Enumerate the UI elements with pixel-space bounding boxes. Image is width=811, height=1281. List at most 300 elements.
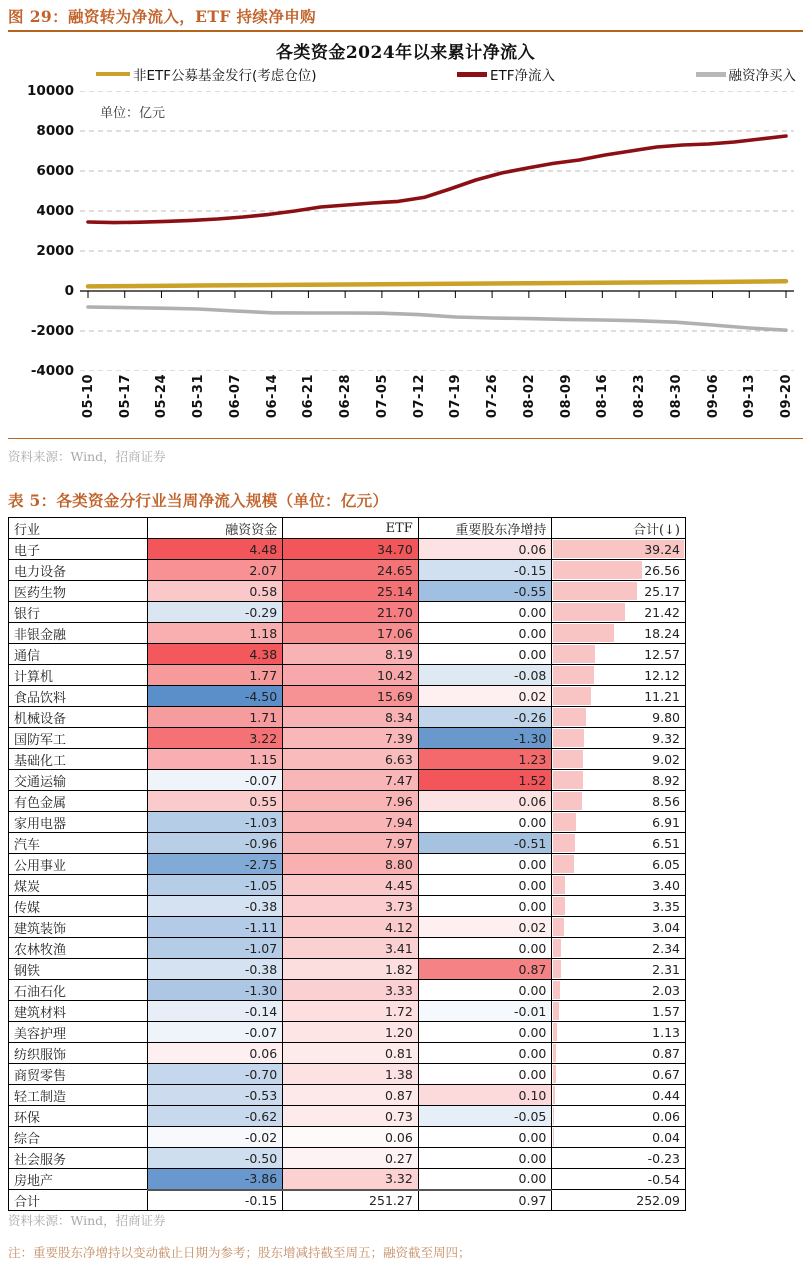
table-row	[9, 686, 686, 707]
table-row	[9, 665, 686, 686]
table-row	[9, 812, 686, 833]
total-data-bar	[553, 981, 560, 999]
cell-margin: -0.50	[147, 1148, 283, 1169]
x-axis-tick-07-19: 07-19	[448, 374, 464, 419]
chart-svg	[80, 91, 794, 371]
legend-label-nonetf: 非ETF公募基金发行(考虑仓位)	[133, 68, 317, 84]
cell-industry: 环保	[9, 1106, 148, 1127]
total-data-bar	[553, 813, 576, 831]
y-axis-tick-4000: 4000	[36, 203, 74, 219]
chart-unit-note: 单位：亿元	[100, 106, 166, 121]
cell-total-name: 合计	[9, 1190, 148, 1211]
x-axis-tick-08-09: 08-09	[558, 374, 574, 419]
cell-margin: -0.53	[147, 1085, 283, 1106]
cell-holder: 0.00	[418, 875, 552, 896]
total-data-bar	[553, 1128, 554, 1146]
cell-holder: 0.00	[418, 623, 552, 644]
cell-margin: -1.11	[147, 917, 283, 938]
cell-total	[552, 602, 686, 623]
x-axis-tick-05-17: 05-17	[117, 374, 133, 419]
chart-line-2	[88, 307, 786, 330]
cell-industry: 建筑材料	[9, 1001, 148, 1022]
figure-caption-text: 图 29：融资转为净流入，ETF 持续净申购	[8, 7, 317, 26]
cell-holder: -0.01	[418, 1001, 552, 1022]
cell-total	[552, 749, 686, 770]
total-data-bar	[553, 771, 583, 789]
cell-industry: 公用事业	[9, 854, 148, 875]
total-data-bar	[553, 1023, 557, 1041]
cell-industry: 机械设备	[9, 707, 148, 728]
cell-etf: 1.20	[283, 1022, 419, 1043]
cell-margin: 0.55	[147, 791, 283, 812]
cell-holder: -0.05	[418, 1106, 552, 1127]
cell-holder: 0.00	[418, 1169, 552, 1190]
total-value: 9.02	[652, 751, 680, 767]
total-data-bar	[553, 603, 625, 621]
cell-holder: 0.00	[418, 1043, 552, 1064]
cell-industry: 国防军工	[9, 728, 148, 749]
table-row	[9, 1148, 686, 1169]
y-axis-tick-10000: 10000	[27, 83, 74, 99]
y-axis-tick-8000: 8000	[36, 123, 74, 139]
cell-industry: 通信	[9, 644, 148, 665]
total-data-bar	[553, 582, 637, 600]
cell-total	[552, 854, 686, 875]
cell-etf: 0.27	[283, 1148, 419, 1169]
cell-industry: 电力设备	[9, 560, 148, 581]
table-row	[9, 1064, 686, 1085]
table-row	[9, 1106, 686, 1127]
cell-total	[552, 728, 686, 749]
x-axis-labels	[80, 374, 794, 438]
table-row	[9, 1043, 686, 1064]
x-axis-tick-06-14: 06-14	[264, 374, 280, 419]
cell-holder: -1.30	[418, 728, 552, 749]
table-body	[9, 539, 686, 1211]
cell-margin: 1.18	[147, 623, 283, 644]
total-value: 1.57	[652, 1003, 680, 1019]
legend-swatch-nonetf	[96, 72, 130, 76]
total-data-bar	[553, 1086, 554, 1104]
total-data-bar	[553, 855, 573, 873]
cell-total	[552, 1106, 686, 1127]
x-axis-tick-06-07: 06-07	[227, 374, 243, 419]
total-value: 0.87	[652, 1045, 680, 1061]
total-data-bar	[553, 897, 564, 915]
table-row	[9, 833, 686, 854]
total-data-bar	[553, 960, 561, 978]
total-value: 2.31	[652, 961, 680, 977]
cell-industry: 商贸零售	[9, 1064, 148, 1085]
cell-total	[552, 1064, 686, 1085]
cell-holder: -0.55	[418, 581, 552, 602]
table-row	[9, 581, 686, 602]
cell-etf: 3.33	[283, 980, 419, 1001]
cell-industry: 石油石化	[9, 980, 148, 1001]
cell-etf: 3.73	[283, 896, 419, 917]
cell-etf: 6.63	[283, 749, 419, 770]
cell-holder: 0.10	[418, 1085, 552, 1106]
cell-holder: 0.00	[418, 1127, 552, 1148]
x-axis-tick-08-16: 08-16	[595, 374, 611, 419]
cell-etf: 8.80	[283, 854, 419, 875]
x-axis-tick-06-21: 06-21	[301, 374, 317, 419]
cell-industry: 房地产	[9, 1169, 148, 1190]
cell-margin: -0.07	[147, 770, 283, 791]
total-value: 9.32	[652, 730, 680, 746]
y-axis-tick-6000: 6000	[36, 163, 74, 179]
cell-total	[552, 1148, 686, 1169]
cell-total	[552, 875, 686, 896]
col-header-industry: 行业	[9, 518, 148, 539]
cell-industry: 计算机	[9, 665, 148, 686]
cell-etf: 1.82	[283, 959, 419, 980]
cell-industry: 汽车	[9, 833, 148, 854]
cell-industry: 建筑装饰	[9, 917, 148, 938]
cell-industry: 交通运输	[9, 770, 148, 791]
cell-holder: 0.00	[418, 1148, 552, 1169]
table-header-row	[9, 518, 686, 539]
table-row	[9, 623, 686, 644]
chart-container	[0, 34, 811, 438]
x-axis-tick-08-23: 08-23	[632, 374, 648, 419]
cell-total	[552, 917, 686, 938]
chart-legend	[96, 63, 796, 85]
cell-margin: 4.38	[147, 644, 283, 665]
cell-holder: 0.02	[418, 686, 552, 707]
cell-margin: -3.86	[147, 1169, 283, 1190]
cell-holder: -0.08	[418, 665, 552, 686]
total-value: 39.24	[644, 541, 680, 557]
figure-source-rule	[8, 438, 803, 439]
total-value: 26.56	[644, 562, 680, 578]
y-axis-tick-0: 0	[64, 283, 74, 299]
total-value: 0.44	[652, 1087, 680, 1103]
chart-plot-area	[80, 91, 794, 371]
chart-x-ticks	[88, 291, 786, 298]
cell-margin: 1.15	[147, 749, 283, 770]
cell-total-etf: 251.27	[283, 1190, 419, 1211]
x-axis-tick-05-24: 05-24	[154, 374, 170, 419]
cell-etf: 3.32	[283, 1169, 419, 1190]
total-value: 1.13	[652, 1024, 680, 1040]
total-value: 18.24	[644, 625, 680, 641]
cell-margin: -0.07	[147, 1022, 283, 1043]
figure-source-text: 资料来源：Wind，招商证券	[8, 449, 166, 464]
x-axis-tick-08-30: 08-30	[668, 374, 684, 419]
cell-total	[552, 1169, 686, 1190]
table-row	[9, 770, 686, 791]
cell-total	[552, 1001, 686, 1022]
chart-series-lines	[88, 136, 786, 330]
cell-etf: 7.96	[283, 791, 419, 812]
table-row	[9, 959, 686, 980]
cell-margin: -4.50	[147, 686, 283, 707]
table-row	[9, 560, 686, 581]
cell-margin: 1.71	[147, 707, 283, 728]
total-data-bar	[553, 792, 582, 810]
cell-total-total: 252.09	[552, 1190, 686, 1211]
cell-margin: 3.22	[147, 728, 283, 749]
cell-margin: -1.03	[147, 812, 283, 833]
cell-total	[552, 791, 686, 812]
cell-holder: 0.00	[418, 854, 552, 875]
total-value: 6.91	[652, 814, 680, 830]
total-value: 3.04	[652, 919, 680, 935]
total-data-bar	[553, 834, 575, 852]
cell-etf: 7.94	[283, 812, 419, 833]
cell-margin: 4.48	[147, 539, 283, 560]
x-axis-tick-08-02: 08-02	[521, 374, 537, 419]
cell-industry: 美容护理	[9, 1022, 148, 1043]
cell-industry: 传媒	[9, 896, 148, 917]
sector-flow-table	[8, 517, 686, 1211]
total-value: 6.51	[652, 835, 680, 851]
cell-holder: 0.00	[418, 938, 552, 959]
total-value: 21.42	[644, 604, 680, 620]
table-row	[9, 854, 686, 875]
x-axis-tick-05-10: 05-10	[81, 374, 96, 419]
y-axis-tick-2000: 2000	[36, 243, 74, 259]
table-row	[9, 728, 686, 749]
cell-etf: 0.87	[283, 1085, 419, 1106]
cell-etf: 7.47	[283, 770, 419, 791]
total-value: 0.67	[652, 1066, 680, 1082]
x-axis-tick-07-12: 07-12	[411, 374, 427, 419]
total-value: -0.23	[647, 1150, 680, 1166]
y-axis-tick--4000: -4000	[30, 363, 74, 379]
cell-margin: -0.38	[147, 896, 283, 917]
cell-total	[552, 959, 686, 980]
cell-industry: 家用电器	[9, 812, 148, 833]
x-axis-tick-07-26: 07-26	[485, 374, 501, 419]
cell-industry: 轻工制造	[9, 1085, 148, 1106]
total-value: 3.40	[652, 877, 680, 893]
cell-holder: 0.00	[418, 1022, 552, 1043]
total-data-bar	[553, 918, 563, 936]
cell-etf: 17.06	[283, 623, 419, 644]
cell-etf: 21.70	[283, 602, 419, 623]
total-value: 12.57	[644, 646, 680, 662]
cell-margin: -0.70	[147, 1064, 283, 1085]
legend-item-nonetf	[96, 64, 317, 84]
total-data-bar	[553, 624, 614, 642]
table-row	[9, 749, 686, 770]
legend-swatch-margin	[696, 72, 726, 77]
cell-margin: 0.06	[147, 1043, 283, 1064]
table-row	[9, 1022, 686, 1043]
cell-etf: 1.72	[283, 1001, 419, 1022]
cell-margin: -2.75	[147, 854, 283, 875]
total-value: -0.54	[647, 1171, 680, 1187]
total-value: 2.34	[652, 940, 680, 956]
cell-total	[552, 539, 686, 560]
cell-etf: 1.38	[283, 1064, 419, 1085]
total-value: 3.35	[652, 898, 680, 914]
cell-total	[552, 938, 686, 959]
table-row	[9, 602, 686, 623]
figure-caption-bar	[8, 6, 803, 32]
x-axis-tick-06-28: 06-28	[338, 374, 354, 419]
cell-total-margin: -0.15	[147, 1190, 283, 1211]
table-note-text: 注：重要股东净增持以变动截止日期为参考；股东增减持截至周五；融资截至周四；	[8, 1245, 471, 1260]
table-row	[9, 1001, 686, 1022]
cell-total	[552, 623, 686, 644]
total-value: 9.80	[652, 709, 680, 725]
cell-holder: -0.26	[418, 707, 552, 728]
cell-industry: 社会服务	[9, 1148, 148, 1169]
cell-total	[552, 1085, 686, 1106]
cell-holder: 0.00	[418, 896, 552, 917]
cell-etf: 4.12	[283, 917, 419, 938]
y-axis-labels	[6, 83, 74, 383]
table-row	[9, 644, 686, 665]
cell-margin: -1.07	[147, 938, 283, 959]
total-value: 8.56	[652, 793, 680, 809]
legend-label-etf: ETF净流入	[490, 68, 556, 84]
total-value: 0.06	[652, 1108, 680, 1124]
total-value: 11.21	[644, 688, 680, 704]
cell-holder: 0.06	[418, 539, 552, 560]
cell-holder: 0.00	[418, 1064, 552, 1085]
cell-total	[552, 812, 686, 833]
total-data-bar	[553, 729, 584, 747]
table-row	[9, 539, 686, 560]
cell-margin: -0.14	[147, 1001, 283, 1022]
cell-etf: 7.97	[283, 833, 419, 854]
table-row	[9, 1085, 686, 1106]
legend-swatch-etf	[457, 72, 487, 77]
cell-total	[552, 644, 686, 665]
cell-margin: -0.29	[147, 602, 283, 623]
cell-etf: 0.81	[283, 1043, 419, 1064]
table-row	[9, 1127, 686, 1148]
y-axis-tick--2000: -2000	[30, 323, 74, 339]
legend-item-etf	[457, 64, 555, 84]
cell-total	[552, 560, 686, 581]
table-row	[9, 707, 686, 728]
total-value: 0.04	[652, 1129, 680, 1145]
chart-line-1	[88, 136, 786, 223]
cell-etf: 34.70	[283, 539, 419, 560]
cell-etf: 3.41	[283, 938, 419, 959]
total-data-bar	[553, 1002, 558, 1020]
cell-industry: 食品饮料	[9, 686, 148, 707]
cell-industry: 有色金属	[9, 791, 148, 812]
cell-etf: 8.19	[283, 644, 419, 665]
total-value: 12.12	[644, 667, 680, 683]
cell-industry: 综合	[9, 1127, 148, 1148]
cell-margin: 0.58	[147, 581, 283, 602]
x-axis-tick-07-05: 07-05	[374, 374, 390, 419]
table-row	[9, 791, 686, 812]
chart-gridlines	[80, 91, 794, 371]
cell-etf: 15.69	[283, 686, 419, 707]
cell-etf: 8.34	[283, 707, 419, 728]
total-data-bar	[553, 687, 590, 705]
cell-holder: 0.00	[418, 812, 552, 833]
cell-etf: 7.39	[283, 728, 419, 749]
total-data-bar	[553, 708, 586, 726]
total-data-bar	[553, 750, 583, 768]
cell-industry: 银行	[9, 602, 148, 623]
col-header-total: 合计(↓)	[552, 518, 686, 539]
cell-total	[552, 686, 686, 707]
total-value: 6.05	[652, 856, 680, 872]
cell-etf: 25.14	[283, 581, 419, 602]
cell-margin: -0.96	[147, 833, 283, 854]
col-header-margin: 融资资金	[147, 518, 283, 539]
cell-holder: 0.87	[418, 959, 552, 980]
cell-total	[552, 1043, 686, 1064]
table-row	[9, 875, 686, 896]
cell-holder: 0.00	[418, 980, 552, 1001]
total-data-bar	[553, 1065, 555, 1083]
legend-label-margin: 融资净买入	[728, 68, 796, 84]
cell-holder: -0.51	[418, 833, 552, 854]
cell-industry: 纺织服饰	[9, 1043, 148, 1064]
cell-holder: 1.52	[418, 770, 552, 791]
col-header-holder: 重要股东净增持	[418, 518, 552, 539]
total-data-bar	[553, 645, 595, 663]
cell-industry: 医药生物	[9, 581, 148, 602]
total-data-bar	[553, 939, 561, 957]
cell-margin: -1.05	[147, 875, 283, 896]
cell-etf: 0.73	[283, 1106, 419, 1127]
total-data-bar	[553, 666, 593, 684]
table-caption: 表 5：各类资金分行业当周净流入规模（单位：亿元）	[8, 491, 389, 510]
legend-item-margin	[696, 64, 797, 84]
cell-margin: -0.62	[147, 1106, 283, 1127]
x-axis-tick-09-06: 09-06	[705, 374, 721, 419]
x-axis-tick-09-20: 09-20	[779, 374, 794, 419]
cell-margin: -0.38	[147, 959, 283, 980]
cell-industry: 基础化工	[9, 749, 148, 770]
total-data-bar	[553, 1107, 554, 1125]
chart-line-0	[88, 281, 786, 286]
cell-holder: 0.00	[418, 644, 552, 665]
table-row	[9, 980, 686, 1001]
x-axis-tick-05-31: 05-31	[191, 374, 207, 419]
total-data-bar	[553, 1044, 556, 1062]
cell-total	[552, 581, 686, 602]
cell-margin: -1.30	[147, 980, 283, 1001]
cell-total	[552, 1022, 686, 1043]
cell-holder: 0.00	[418, 602, 552, 623]
total-value: 2.03	[652, 982, 680, 998]
cell-total	[552, 707, 686, 728]
col-header-etf: ETF	[283, 518, 419, 539]
table-row	[9, 1169, 686, 1190]
total-data-bar	[553, 561, 642, 579]
cell-holder: 0.06	[418, 791, 552, 812]
total-value: 8.92	[652, 772, 680, 788]
cell-margin: -0.02	[147, 1127, 283, 1148]
total-data-bar	[553, 876, 564, 894]
cell-industry: 钢铁	[9, 959, 148, 980]
table-source-text: 资料来源：Wind，招商证券	[8, 1213, 166, 1228]
cell-total	[552, 770, 686, 791]
cell-etf: 0.06	[283, 1127, 419, 1148]
cell-industry: 农林牧渔	[9, 938, 148, 959]
cell-etf: 4.45	[283, 875, 419, 896]
cell-holder: 0.02	[418, 917, 552, 938]
cell-industry: 电子	[9, 539, 148, 560]
cell-total-holder: 0.97	[418, 1190, 552, 1211]
cell-total	[552, 1127, 686, 1148]
table-total-row	[9, 1190, 686, 1211]
cell-holder: 1.23	[418, 749, 552, 770]
